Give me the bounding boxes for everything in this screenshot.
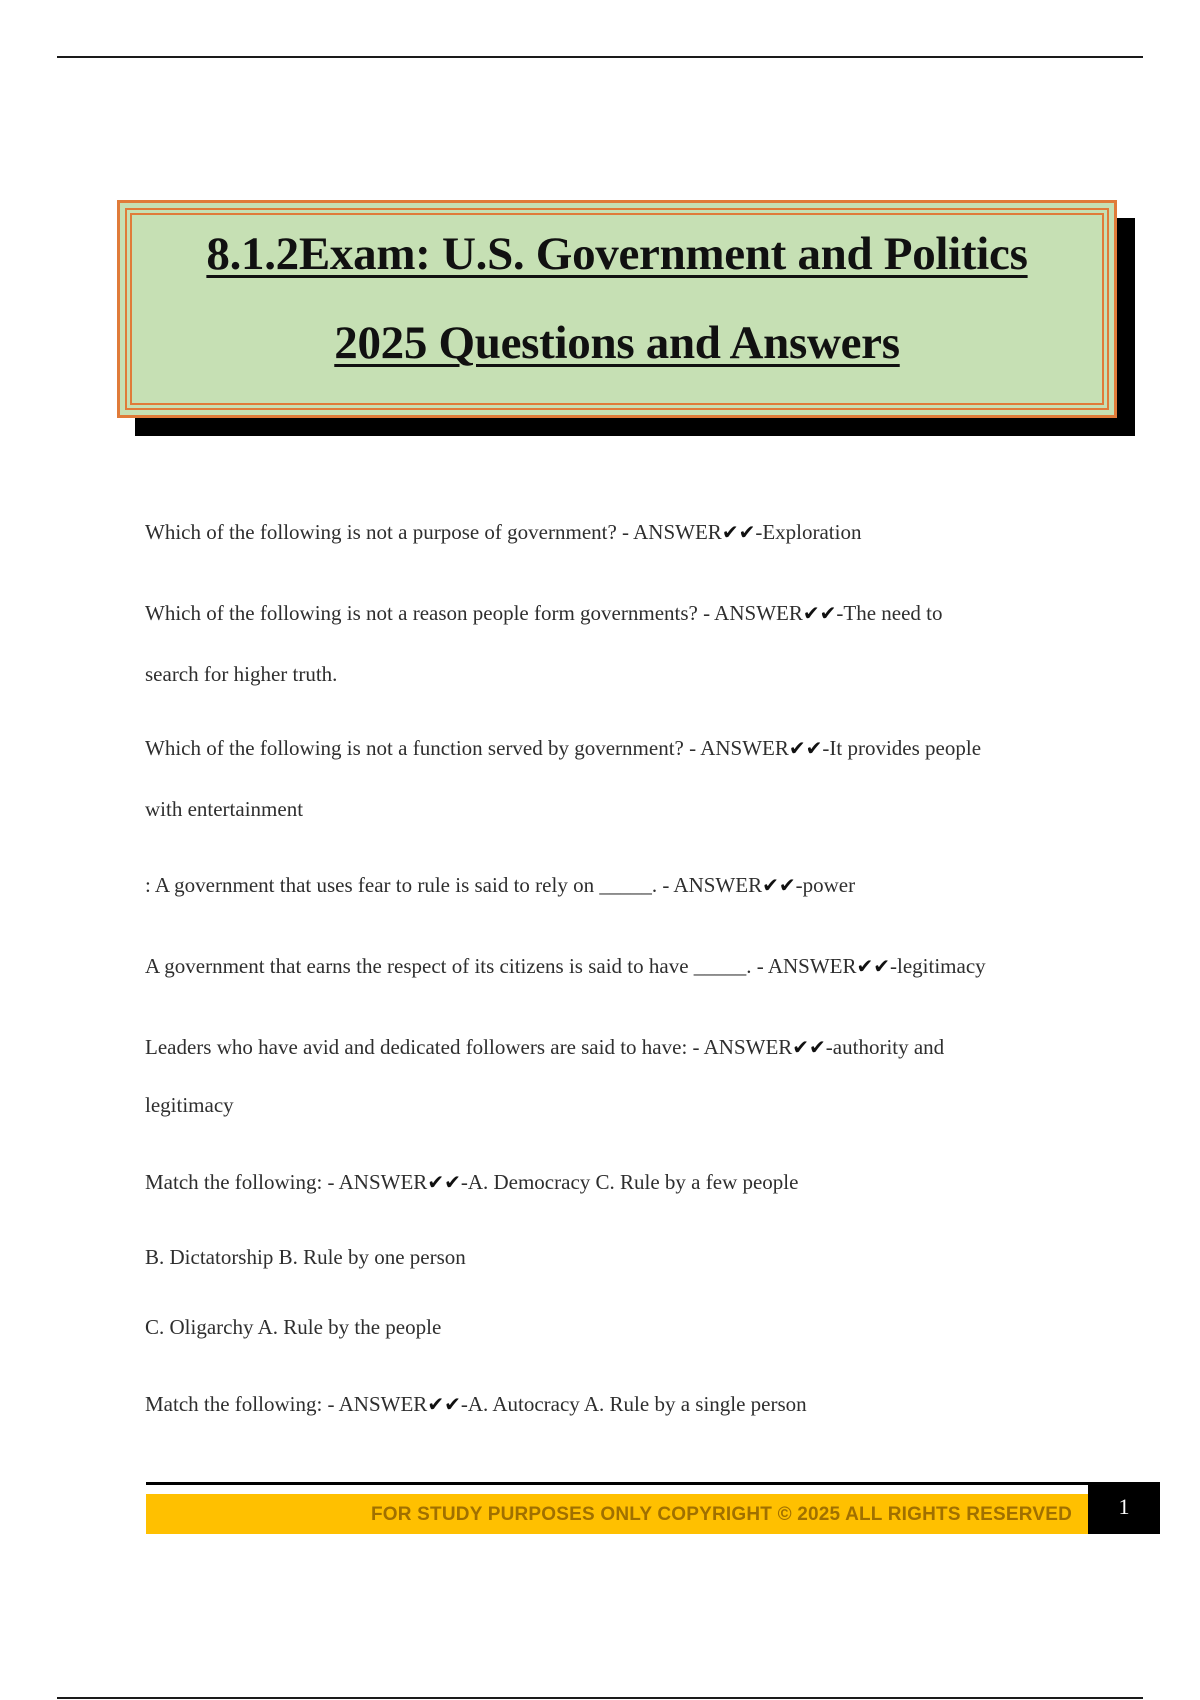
answer-text: -A. Democracy C. Rule by a few people (460, 1170, 799, 1194)
qa-line (145, 736, 1095, 760)
title-banner (117, 200, 1117, 418)
answer-text: -legitimacy (890, 954, 986, 978)
qa-line-continuation: C. Oligarchy A. Rule by the people (145, 1315, 442, 1339)
question-text: Leaders who have avid and dedicated followers are said to have: - ANSWER (145, 1035, 793, 1059)
checkmark-icon: ✔✔ (788, 736, 823, 760)
question-text: A government that earns the respect of its citizens is said to have _____. - ANSWER (145, 954, 857, 978)
qa-line-continuation: B. Dictatorship B. Rule by one person (145, 1245, 466, 1269)
checkmark-icon: ✔✔ (427, 1170, 461, 1194)
checkmark-icon: ✔✔ (762, 873, 796, 897)
qa-line (145, 1170, 1095, 1194)
question-text: Match the following: - ANSWER (145, 1392, 428, 1416)
qa-line-continuation: legitimacy (145, 1093, 234, 1117)
question-text: Match the following: - ANSWER (145, 1170, 428, 1194)
answer-text: -power (795, 873, 856, 897)
answer-text: -It provides people (822, 736, 982, 760)
checkmark-icon: ✔✔ (802, 601, 837, 625)
footer-divider (146, 1482, 1088, 1485)
copyright-notice: FOR STUDY PURPOSES ONLY COPYRIGHT © 2025 ALL RIGHTS RESERVED (370, 1504, 1072, 1525)
checkmark-icon: ✔✔ (792, 1035, 826, 1059)
qa-line (145, 1035, 1095, 1059)
question-text: Which of the following is not a reason people form governments? - ANSWER (145, 601, 803, 625)
qa-line (145, 601, 1095, 625)
answer-text: -A. Autocracy A. Rule by a single person (460, 1392, 807, 1416)
qa-line (145, 954, 1095, 978)
qa-line (145, 873, 1095, 897)
document-subtitle: 2025 Questions and Answers (334, 317, 900, 369)
qa-line (145, 1392, 1095, 1416)
answer-text: -The need to (836, 601, 943, 625)
qa-line-continuation: with entertainment (145, 797, 304, 821)
document-title: 8.1.2Exam: U.S. Government and Politics (206, 228, 1028, 280)
qa-line (145, 520, 1095, 544)
answer-text: -Exploration (755, 520, 862, 544)
footer-bar (146, 1494, 1088, 1534)
question-text: Which of the following is not a function served by government? - ANSWER (145, 736, 789, 760)
checkmark-icon: ✔✔ (427, 1392, 461, 1416)
question-text: : A government that uses fear to rule is said to rely on _____. - ANSWER (145, 873, 763, 897)
checkmark-icon: ✔✔ (856, 954, 891, 978)
question-text: Which of the following is not a purpose of government? - ANSWER (145, 520, 722, 544)
checkmark-icon: ✔✔ (721, 520, 756, 544)
bottom-divider (57, 1697, 1143, 1699)
page-number: 1 (1088, 1482, 1160, 1534)
top-divider (57, 56, 1143, 58)
answer-text: -authority and (825, 1035, 945, 1059)
qa-line-continuation: search for higher truth. (145, 662, 338, 686)
